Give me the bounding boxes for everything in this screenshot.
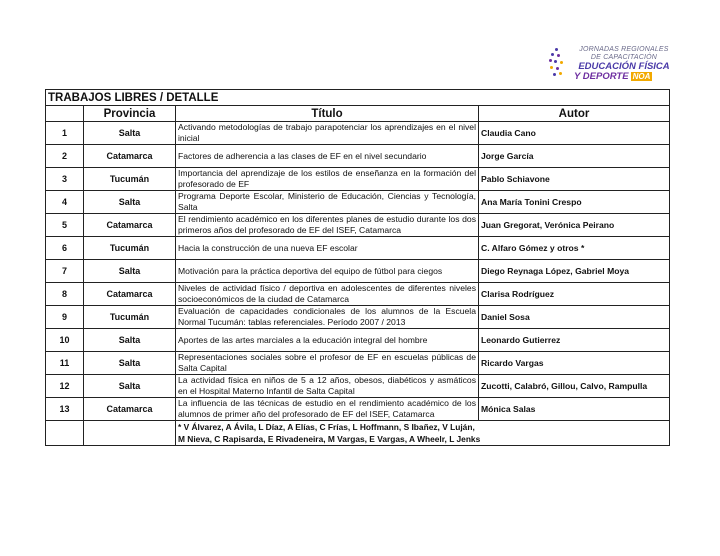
- table-caption-row: [46, 90, 670, 106]
- table-row: [46, 214, 670, 237]
- table-row: [46, 168, 670, 191]
- footnote-line-2: M Nieva, C Rapisarda, E Rivadeneira, M Vargas, E Vargas, A Wheelr, L Jenks: [178, 434, 481, 444]
- header-titulo: Título: [176, 106, 479, 122]
- logo-line-1: JORNADAS REGIONALES: [579, 46, 669, 53]
- row-number: 11: [46, 352, 84, 375]
- row-provincia: Catamarca: [84, 398, 176, 421]
- row-autor: Jorge García: [479, 145, 670, 168]
- row-number: 8: [46, 283, 84, 306]
- row-autor: Daniel Sosa: [479, 306, 670, 329]
- row-number: 2: [46, 145, 84, 168]
- logo-line-4: [568, 72, 680, 82]
- row-number: 10: [46, 329, 84, 352]
- table-row: [46, 122, 670, 145]
- table-row: [46, 283, 670, 306]
- row-titulo: Activando metodologías de trabajo parapotenciar los aprendizajes en el nivel inicial: [176, 122, 479, 145]
- row-titulo: Aportes de las artes marciales a la educación integral del hombre: [176, 329, 479, 352]
- row-number: 4: [46, 191, 84, 214]
- row-autor: C. Alfaro Gómez y otros *: [479, 237, 670, 260]
- row-titulo: Factores de adherencia a las clases de EF en el nivel secundario: [176, 145, 479, 168]
- table-row: [46, 260, 670, 283]
- table-row: [46, 329, 670, 352]
- row-provincia: Catamarca: [84, 145, 176, 168]
- row-titulo: Importancia del aprendizaje de los estilos de enseñanza en la formación del profesorado de EF: [176, 168, 479, 191]
- table-row: [46, 191, 670, 214]
- row-autor: Ana María Tonini Crespo: [479, 191, 670, 214]
- row-number: 1: [46, 122, 84, 145]
- row-titulo: Hacia la construcción de una nueva EF escolar: [176, 237, 479, 260]
- row-titulo: Evaluación de capacidades condicionales de los alumnos de la Escuela Normal Tucumán: tablas referenciales. Período 2007 / 2013: [176, 306, 479, 329]
- table-row: [46, 237, 670, 260]
- row-provincia: Salta: [84, 329, 176, 352]
- row-titulo: Programa Deporte Escolar, Ministerio de Educación, Ciencias y Tecnología, Salta: [176, 191, 479, 214]
- dots-logo-icon: [548, 48, 566, 78]
- row-provincia: Salta: [84, 191, 176, 214]
- table-row: [46, 375, 670, 398]
- row-provincia: Tucumán: [84, 306, 176, 329]
- row-autor: Zucotti, Calabró, Gillou, Calvo, Rampulla: [479, 375, 670, 398]
- works-table: [45, 89, 670, 446]
- row-autor: Clarisa Rodríguez: [479, 283, 670, 306]
- row-autor: Leonardo Gutierrez: [479, 329, 670, 352]
- row-provincia: Tucumán: [84, 168, 176, 191]
- table-row: [46, 398, 670, 421]
- row-titulo: El rendimiento académico en los diferentes planes de estudio durante los dos primeros años del profesorado de EF del ISEF, Catamarca: [176, 214, 479, 237]
- row-provincia: Salta: [84, 122, 176, 145]
- footnote-row: [46, 421, 670, 446]
- row-autor: Pablo Schiavone: [479, 168, 670, 191]
- row-number: 7: [46, 260, 84, 283]
- row-autor: Mónica Salas: [479, 398, 670, 421]
- row-autor: Claudia Cano: [479, 122, 670, 145]
- row-number: 3: [46, 168, 84, 191]
- row-provincia: Salta: [84, 352, 176, 375]
- table-row: [46, 145, 670, 168]
- row-titulo: La influencia de las técnicas de estudio en el rendimiento académico de los alumnos de primer año del profesorado de EF del ISEF, Catamarca: [176, 398, 479, 421]
- logo-line-3: EDUCACIÓN FÍSICA: [578, 61, 670, 72]
- logo-line-2: DE CAPACITACIÓN: [590, 54, 658, 61]
- footnote-line-1: * V Álvarez, A Ávila, L Díaz, A Elías, C Frías, L Hoffmann, S Ibañez, V Luján,: [178, 422, 475, 432]
- row-number: 12: [46, 375, 84, 398]
- row-number: 13: [46, 398, 84, 421]
- event-logo: [548, 46, 678, 82]
- header-provincia: Provincia: [84, 106, 176, 122]
- table-row: [46, 352, 670, 375]
- row-titulo: Representaciones sociales sobre el profesor de EF en escuelas públicas de Salta Capital: [176, 352, 479, 375]
- row-autor: Diego Reynaga López, Gabriel Moya: [479, 260, 670, 283]
- row-provincia: Salta: [84, 260, 176, 283]
- row-number: 5: [46, 214, 84, 237]
- row-titulo: Niveles de actividad físico / deportiva en adolescentes de diferentes niveles socioeconómicos de la ciudad de Catamarca: [176, 283, 479, 306]
- logo-line-4-text: Y DEPORTE: [574, 71, 629, 82]
- table-row: [46, 306, 670, 329]
- table-caption: TRABAJOS LIBRES / DETALLE: [46, 90, 670, 106]
- row-number: 6: [46, 237, 84, 260]
- header-num: [46, 106, 84, 122]
- logo-badge: NOA: [632, 72, 651, 81]
- row-provincia: Salta: [84, 375, 176, 398]
- row-provincia: Catamarca: [84, 283, 176, 306]
- row-autor: Ricardo Vargas: [479, 352, 670, 375]
- footnote: [176, 421, 670, 446]
- row-provincia: Catamarca: [84, 214, 176, 237]
- row-titulo: La actividad física en niños de 5 a 12 años, obesos, diabéticos y asmáticos en el Hospital Materno Infantil de Salta Capital: [176, 375, 479, 398]
- row-provincia: Tucumán: [84, 237, 176, 260]
- row-autor: Juan Gregorat, Verónica Peirano: [479, 214, 670, 237]
- table-header-row: [46, 106, 670, 122]
- row-titulo: Motivación para la práctica deportiva del equipo de fútbol para ciegos: [176, 260, 479, 283]
- header-autor: Autor: [479, 106, 670, 122]
- row-number: 9: [46, 306, 84, 329]
